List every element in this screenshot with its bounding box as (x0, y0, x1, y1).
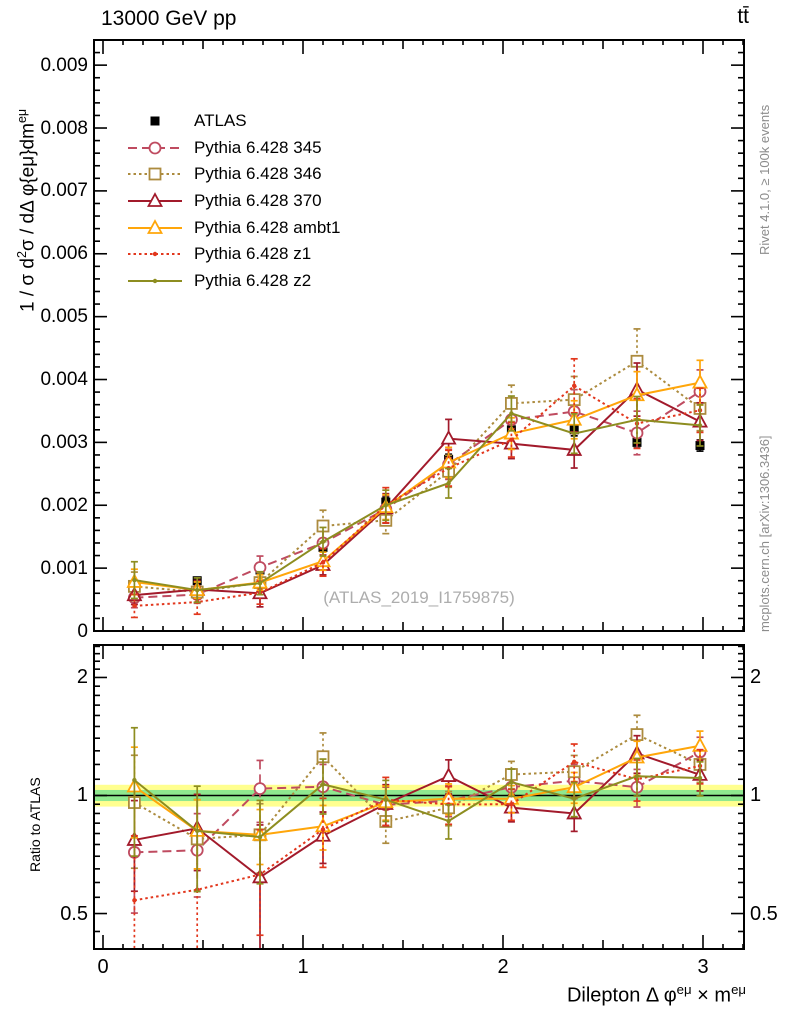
legend-item-pythia-6-428-ambt1 (126, 214, 340, 241)
main-y-tick-label: 0.009 (40, 54, 88, 76)
legend-label: ATLAS (194, 111, 247, 131)
legend-label: Pythia 6.428 ambt1 (194, 217, 341, 237)
legend-label: Pythia 6.428 z1 (194, 244, 312, 264)
x-tick-label: 1 (297, 956, 309, 978)
series-ratio-pythia-6-428-370 (128, 736, 707, 949)
legend-item-atlas (126, 108, 340, 135)
legend-marker-pythia-6-428-370 (126, 190, 184, 212)
ratio-axis-label: Ratio to ATLAS (27, 777, 43, 872)
main-y-tick-label: 0 (77, 620, 88, 642)
mcplots-arxiv-note: mcplots.cern.ch [arXiv:1306.3436] (757, 435, 772, 632)
x-axis-label-sup: eμ (676, 982, 692, 997)
ratio-y-tick-label-left: 2 (76, 666, 88, 689)
series-ratio-pythia-6-428-z1 (131, 744, 704, 949)
main-y-tick-label: 0.006 (40, 243, 88, 265)
ratio-y-tick-label-right: 0.5 (750, 902, 778, 925)
x-axis-label (567, 982, 746, 1008)
series-main-atlas (130, 424, 705, 589)
ratio-y-tick-label-right: 2 (750, 666, 762, 689)
legend-item-pythia-6-428-z2 (126, 268, 340, 295)
main-y-tick-label: 0.001 (40, 557, 88, 579)
main-y-tick-label: 0.008 (40, 117, 88, 139)
ratio-y-tick-label-left: 1 (76, 784, 88, 807)
main-y-tick-label: 0.002 (40, 494, 88, 516)
x-tick-label: 3 (697, 956, 709, 978)
main-y-tick-label: 0.005 (40, 306, 88, 328)
legend (126, 108, 340, 294)
main-y-tick-label: 0.003 (40, 431, 88, 453)
series-main-pythia-6-428-346 (129, 329, 706, 602)
x-tick-label: 2 (497, 956, 509, 978)
y-axis-label-part: 1 / σ d (17, 258, 39, 312)
legend-item-pythia-6-428-346 (126, 161, 340, 188)
series-ratio-pythia-6-428-345 (129, 737, 706, 913)
process-title: tt̄ (737, 5, 749, 28)
series-main-pythia-6-428-ambt1 (128, 360, 707, 598)
x-axis-label-part: × m (691, 984, 732, 1007)
legend-marker-pythia-6-428-z2 (126, 270, 184, 292)
x-axis-label-part: Dilepton Δ φ (566, 984, 677, 1007)
analysis-watermark: (ATLAS_2019_I1759875) (323, 588, 515, 607)
legend-item-pythia-6-428-z1 (126, 241, 340, 268)
main-y-tick-label: 0.004 (40, 369, 88, 390)
legend-item-pythia-6-428-345 (126, 135, 340, 162)
series-ratio-pythia-6-428-z2 (131, 728, 704, 892)
y-axis-label-sup: eμ (15, 108, 29, 124)
x-tick-label: 0 (97, 956, 109, 978)
legend-item-pythia-6-428-370 (126, 188, 340, 215)
legend-marker-pythia-6-428-z1 (126, 243, 184, 265)
legend-label: Pythia 6.428 346 (194, 164, 322, 184)
ratio-y-tick-label-left: 0.5 (60, 902, 88, 925)
main-y-tick-label: 0.007 (40, 180, 88, 202)
rivet-version-note: Rivet 4.1.0, ≥ 100k events (757, 104, 772, 255)
legend-marker-pythia-6-428-ambt1 (126, 217, 184, 239)
y-axis-label-sup: 2 (15, 251, 29, 259)
x-axis-label-sup: eμ (731, 982, 746, 997)
y-axis-label-part: σ / dΔ φ{eμ}dm (17, 123, 39, 252)
legend-label: Pythia 6.428 370 (194, 191, 322, 211)
beam-energy-title: 13000 GeV pp (101, 7, 237, 30)
legend-marker-pythia-6-428-345 (126, 137, 184, 159)
ratio-y-tick-label-right: 1 (750, 784, 762, 807)
legend-label: Pythia 6.428 345 (194, 137, 322, 157)
legend-marker-atlas (126, 110, 184, 132)
legend-label: Pythia 6.428 z2 (194, 270, 312, 290)
legend-marker-pythia-6-428-346 (126, 163, 184, 185)
series-main-pythia-6-428-z1 (131, 359, 704, 618)
